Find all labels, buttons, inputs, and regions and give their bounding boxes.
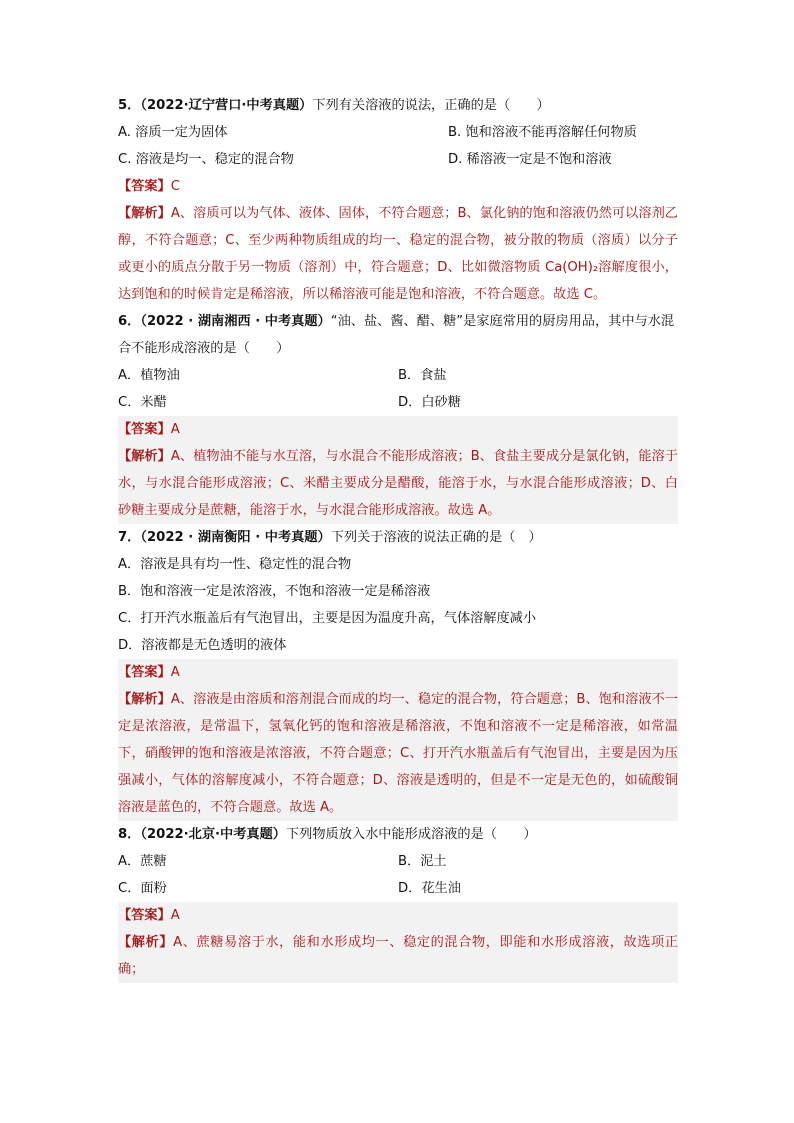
option-a: A．溶液是具有均一性、稳定性的混合物: [118, 557, 352, 572]
question-source: （2022 · 湖南衡阳 · 中考真题）: [140, 530, 331, 545]
answer-label: 【答案】: [118, 422, 171, 437]
question-stem: [118, 524, 678, 551]
answer-label: 【答案】: [118, 179, 171, 194]
question-8: [118, 821, 678, 983]
option-b: B．饱和溶液一定是浓溶液，不饱和溶液一定是稀溶液: [118, 584, 431, 599]
options-grid: [118, 848, 678, 902]
question-number: 5．: [118, 98, 141, 113]
answer-line: [118, 659, 678, 686]
question-stem: [118, 92, 678, 119]
question-number: 6．: [118, 314, 141, 329]
question-text: 下列关于溶液的说法正确的是（ ）: [330, 530, 542, 545]
answer-line: [118, 416, 678, 443]
options-grid: [118, 119, 678, 173]
option-a: A．蔗糖: [118, 854, 167, 869]
option-d: D．溶液都是无色透明的液体: [118, 638, 287, 653]
analysis-block: [118, 443, 678, 524]
option-b: B. 饱和溶液不能再溶解任何物质: [448, 125, 637, 140]
answer-box: [118, 659, 678, 821]
option-c: C．打开汽水瓶盖后有气泡冒出，主要是因为温度升高，气体溶解度减小: [118, 611, 537, 626]
answer-line: [118, 173, 678, 200]
option-a: A. 溶质一定为固体: [118, 125, 228, 140]
answer-label: 【答案】: [118, 665, 171, 680]
question-source: （2022·北京·中考真题）: [140, 827, 286, 842]
analysis-block: [118, 200, 678, 308]
question-list: [118, 92, 678, 983]
question-stem: [118, 821, 678, 848]
question-number: 7．: [118, 530, 141, 545]
analysis-text: A、溶质可以为气体、液体、固体，不符合题意；B、氯化钠的饱和溶液仍然可以溶剂乙醇，不符合题意；C、至少两种物质组成的均一、稳定的混合物，被分散的物质（溶质）以分子或更小的质点分散于另一物质（溶剂）中，符合题意；D、比如微溶物质 Ca(OH)₂溶解度很小，达到饱和的时候肯定是稀溶液，所以稀溶液可能是饱和溶液，不符合题意。故选 C。: [118, 206, 678, 302]
answer-label: 【答案】: [118, 908, 171, 923]
options-grid: [118, 362, 678, 416]
option-c: C．米醋: [118, 395, 167, 410]
question-number: 8．: [118, 827, 141, 842]
analysis-block: [118, 686, 678, 821]
option-c: C. 溶液是均一、稳定的混合物: [118, 152, 294, 167]
question-stem: [118, 308, 678, 362]
answer-box: [118, 416, 678, 524]
answer-box: [118, 902, 678, 983]
question-7: [118, 524, 678, 821]
question-5: [118, 92, 678, 308]
analysis-block: [118, 929, 678, 983]
question-text: 下列物质放入水中能形成溶液的是（ ）: [286, 827, 537, 842]
analysis-label: 【解析】: [118, 206, 171, 221]
option-d: D．白砂糖: [398, 395, 461, 410]
option-b: B．食盐: [398, 368, 447, 383]
analysis-label: 【解析】: [118, 935, 174, 950]
answer-value: A: [170, 422, 180, 437]
analysis-text: A、溶液是由溶质和溶剂混合而成的均一、稳定的混合物，符合题意；B、饱和溶液不一定是浓溶液，是常温下，氢氧化钙的饱和溶液是稀溶液，不饱和溶液不一定是稀溶液，如常温下，硝酸钾的饱和溶液是浓溶液，不符合题意；C、打开汽水瓶盖后有气泡冒出，主要是因为压强减小，气体的溶解度减小，不符合题意；D、溶液是透明的，但是不一定是无色的，如硫酸铜溶液是蓝色的，不符合题意。故选 A。: [118, 692, 678, 815]
option-d: D．花生油: [398, 881, 461, 896]
analysis-label: 【解析】: [118, 692, 171, 707]
question-source: （2022 · 湖南湘西 · 中考真题）: [140, 314, 331, 329]
question-6: [118, 308, 678, 524]
analysis-label: 【解析】: [118, 449, 171, 464]
option-a: A．植物油: [118, 368, 180, 383]
option-c: C．面粉: [118, 881, 167, 896]
answer-value: A: [170, 665, 180, 680]
option-b: B．泥土: [398, 854, 447, 869]
question-source: （2022·辽宁营口·中考真题）: [140, 98, 313, 113]
option-d: D. 稀溶液一定是不饱和溶液: [448, 152, 612, 167]
question-text: 下列有关溶液的说法，正确的是（ ）: [312, 98, 550, 113]
answer-value: C: [170, 179, 180, 194]
answer-value: A: [170, 908, 180, 923]
analysis-text: A、蔗糖易溶于水，能和水形成均一、稳定的混合物，即能和水形成溶液，故选项正确；: [118, 935, 678, 977]
question-text: “油、盐、酱、醋、糖”是家庭常用的厨房用品，其中与水混合不能形成溶液的是（ ）: [118, 314, 675, 356]
answer-line: [118, 902, 678, 929]
analysis-text: A、植物油不能与水互溶，与水混合不能形成溶液；B、食盐主要成分是氯化钠，能溶于水，与水混合能形成溶液；C、米醋主要成分是醋酸，能溶于水，与水混合能形成溶液；D、白砂糖主要成分是蔗糖，能溶于水，与水混合能形成溶液。故选 A。: [118, 449, 678, 518]
